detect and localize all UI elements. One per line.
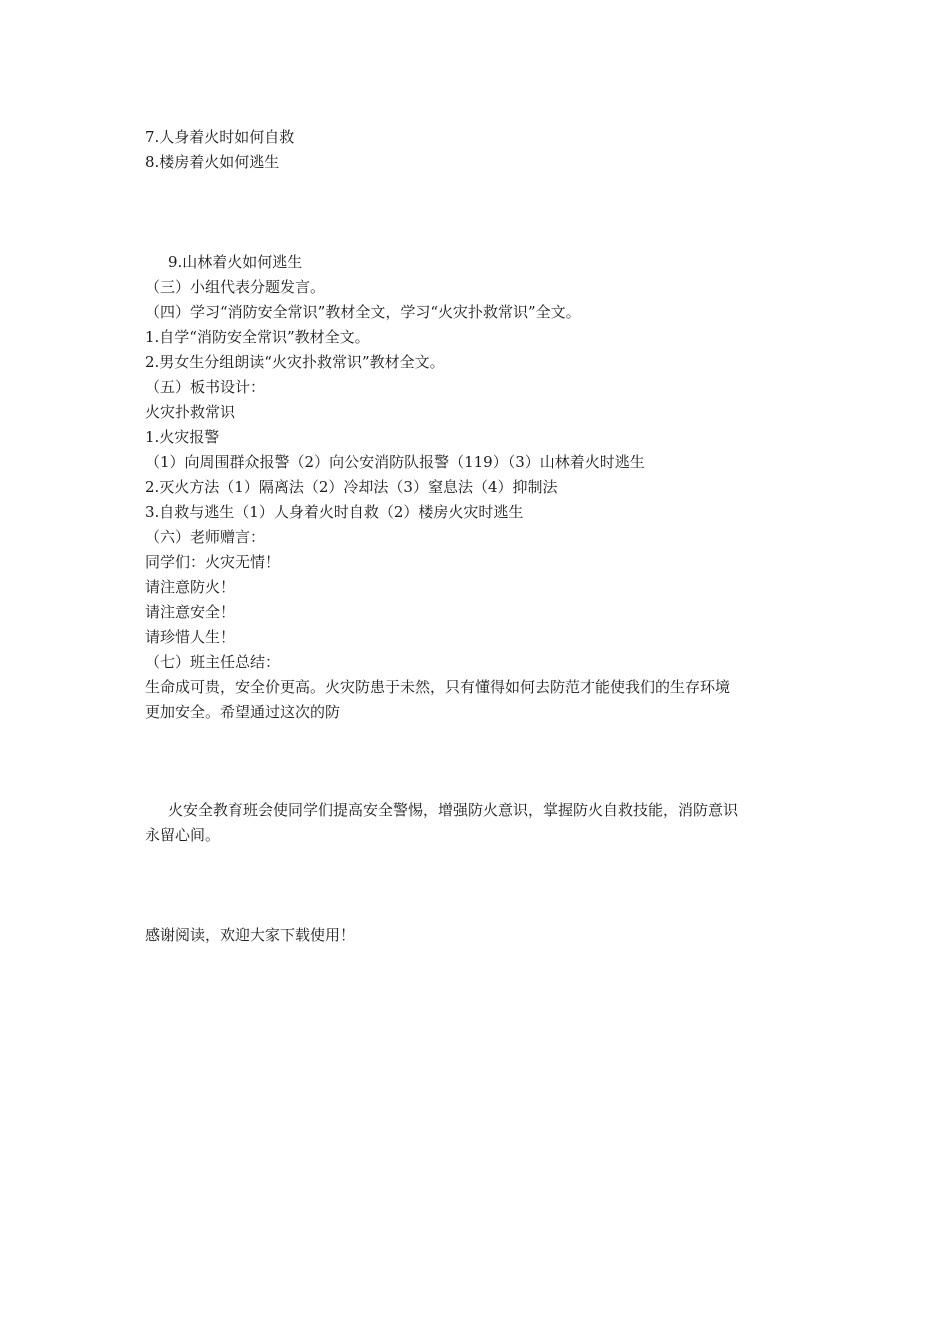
message-line-4: 请珍惜人生！ bbox=[145, 628, 236, 646]
message-line-1: 同学们：火灾无情！ bbox=[145, 553, 281, 571]
paragraph-item-9: 9.山林着火如何逃生 bbox=[168, 253, 303, 271]
section-six-heading: （六）老师赠言： bbox=[145, 528, 266, 546]
section-seven-heading: （七）班主任总结： bbox=[145, 653, 281, 671]
section-three-heading: （三）小组代表分题发言。 bbox=[145, 278, 326, 296]
continuation-line-2: 永留心间。 bbox=[145, 826, 221, 844]
board-item-1-detail: （1）向周围群众报警（2）向公安消防队报警（119）（3）山林着火时逃生 bbox=[145, 453, 645, 471]
board-title: 火灾扑救常识 bbox=[145, 403, 236, 421]
paragraph-item-8: 8.楼房着火如何逃生 bbox=[145, 153, 280, 171]
board-item-2: 2.灭火方法（1）隔离法（2）冷却法（3）窒息法（4）抑制法 bbox=[145, 478, 558, 496]
closing-message: 感谢阅读，欢迎大家下载使用！ bbox=[145, 926, 356, 944]
summary-line-1: 生命成可贵，安全价更高。火灾防患于未然，只有懂得如何去防范才能使我们的生存环境 bbox=[145, 678, 731, 696]
section-four-heading: （四）学习“消防安全常识”教材全文，学习“火灾扑救常识”全文。 bbox=[145, 303, 581, 321]
paragraph-item-7: 7.人身着火时如何自救 bbox=[145, 128, 295, 146]
message-line-3: 请注意安全！ bbox=[145, 603, 236, 621]
board-item-1: 1.火灾报警 bbox=[145, 428, 220, 446]
continuation-line-1: 火安全教育班会使同学们提高安全警惕，增强防火意识，掌握防火自救技能，消防意识 bbox=[168, 801, 739, 819]
section-five-heading: （五）板书设计： bbox=[145, 378, 266, 396]
summary-line-2: 更加安全。希望通过这次的防 bbox=[145, 703, 341, 721]
section-four-item-1: 1.自学“消防安全常识”教材全文。 bbox=[145, 328, 370, 346]
board-item-3: 3.自救与逃生（1）人身着火时自救（2）楼房火灾时逃生 bbox=[145, 503, 524, 521]
message-line-2: 请注意防火！ bbox=[145, 578, 236, 596]
section-four-item-2: 2.男女生分组朗读“火灾扑救常识”教材全文。 bbox=[145, 353, 445, 371]
